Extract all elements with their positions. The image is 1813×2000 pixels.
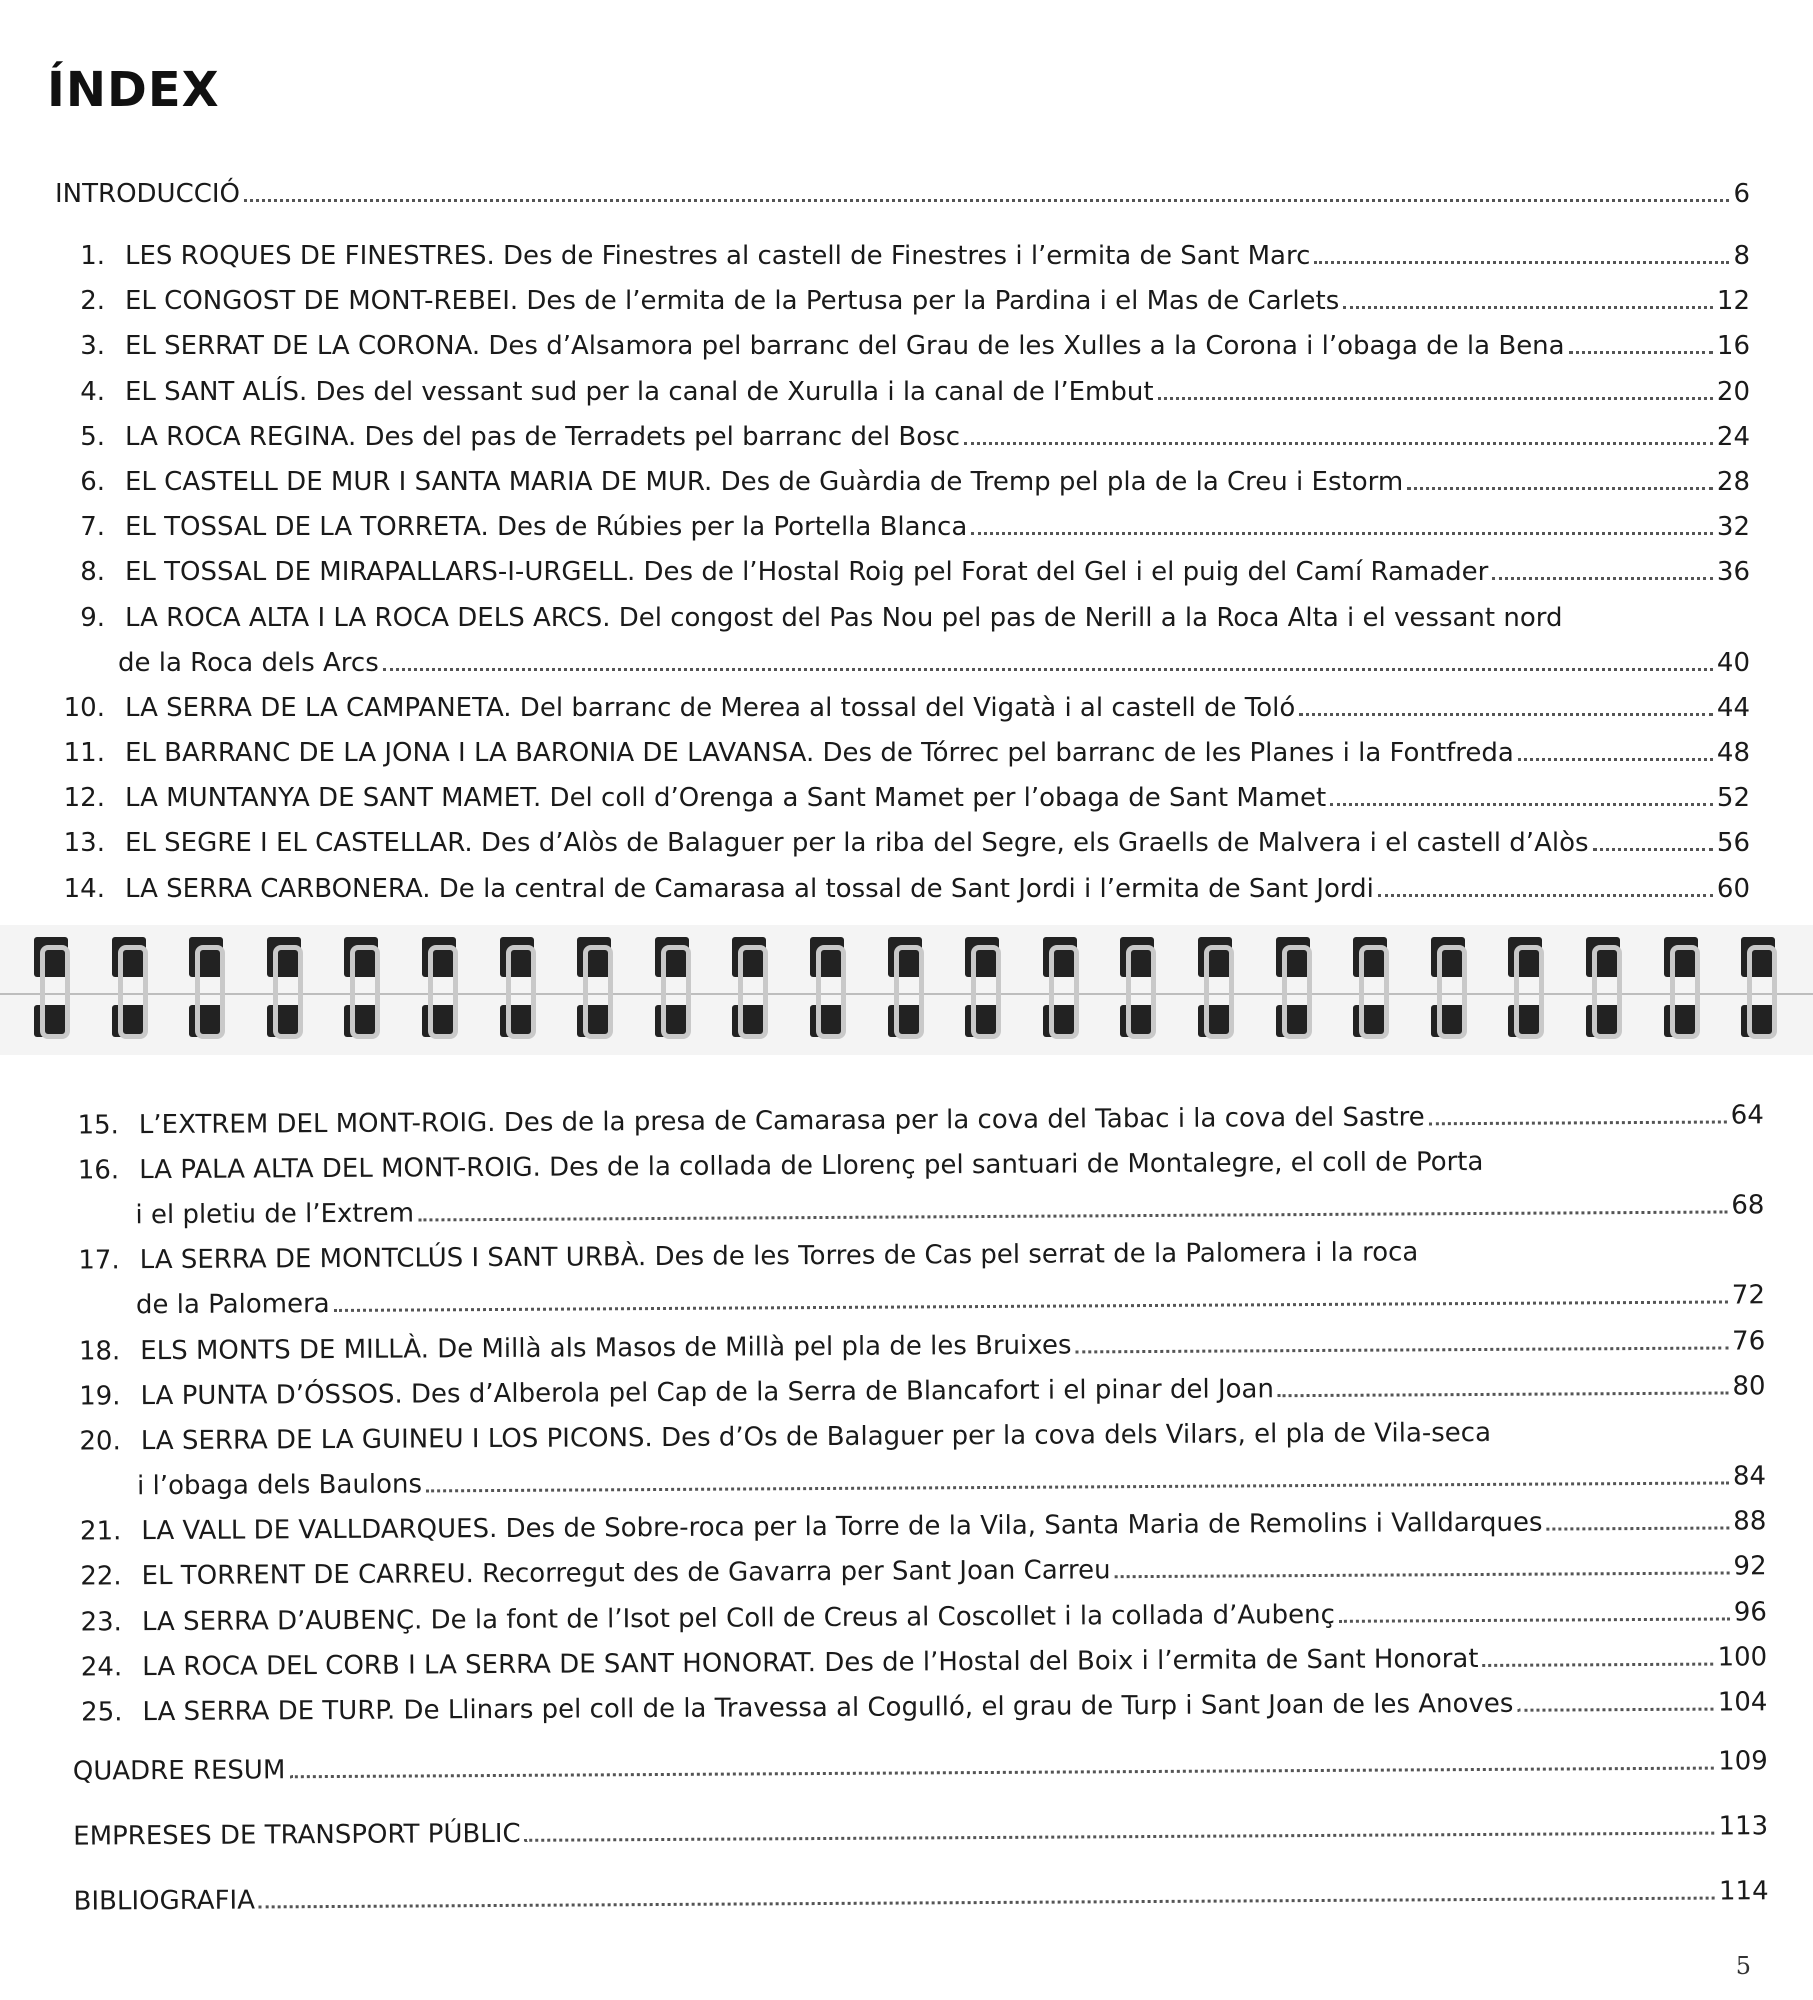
toc-entry-number: 3. — [80, 331, 105, 362]
toc-entry-page: 68 — [1731, 1190, 1765, 1221]
toc-entry-number: 5. — [80, 421, 105, 452]
toc-entry-page: 60 — [1716, 873, 1750, 904]
toc-entry-number: 1. — [80, 241, 105, 271]
toc-entry-text: i l’obaga dels Baulons — [136, 1469, 423, 1502]
dot-leader — [334, 1300, 1728, 1313]
toc-entry-line[interactable] — [73, 1806, 1768, 1856]
toc-entry-page: 84 — [1732, 1461, 1767, 1492]
toc-entry-number: 22. — [80, 1561, 122, 1592]
toc-entry-number: 7. — [80, 512, 105, 543]
toc-entry-number: 17. — [78, 1245, 120, 1276]
toc-entry-page: 114 — [1718, 1876, 1769, 1907]
toc-entry-number: 23. — [80, 1606, 123, 1638]
toc-entry-text: LA ROCA ALTA I LA ROCA DELS ARCS. Del congost del Pas Nou pel pas de Nerill a la Roca Alta i el vessant nord — [125, 602, 1563, 633]
toc-entry-page: 92 — [1733, 1551, 1767, 1582]
toc-entry-number: 16. — [77, 1155, 120, 1186]
toc-entry-text: de la Palomera — [135, 1289, 330, 1321]
toc-entry-line[interactable] — [72, 1682, 1767, 1732]
toc-entry-text: LA SERRA DE LA GUINEU I LOS PICONS. Des d’Os de Balaguer per la cova dels Vilars, el pla de Vila-seca — [140, 1417, 1492, 1457]
toc-entry-number: 10. — [63, 692, 105, 723]
toc-entry-text: LA PALA ALTA DEL MONT-ROIG. Des de la collada de Llorenç pel santuari de Montalegre, el coll de Porta — [139, 1147, 1484, 1186]
toc-entry-page: 72 — [1731, 1280, 1766, 1311]
toc-entry-page: 56 — [1716, 828, 1750, 859]
toc-entry-page: 36 — [1716, 557, 1750, 588]
toc-entry-text: LA SERRA DE TURP. De Llinars pel coll de la Travessa al Cogulló, el grau de Turp i Sant Joan de les Anoves — [142, 1688, 1514, 1728]
toc-entry-text: de la Roca dels Arcs — [118, 647, 379, 678]
dot-leader — [1115, 1571, 1730, 1579]
toc-entry-line[interactable] — [70, 1321, 1765, 1371]
toc-entry-line[interactable] — [135, 1185, 1764, 1235]
toc-entry-page: 40 — [1716, 647, 1750, 678]
toc-entry-number: 15. — [77, 1110, 119, 1141]
toc-entry-line[interactable] — [72, 1592, 1767, 1642]
toc-entry-text: LA ROCA DEL CORB I LA SERRA DE SANT HONORAT. Des de l’Hostal del Boix i l’ermita de Sant Honorat — [142, 1643, 1479, 1682]
toc-entry-number: 21. — [79, 1516, 122, 1547]
toc-entry-line[interactable] — [69, 1140, 1764, 1190]
toc-entry-page: 44 — [1716, 692, 1750, 723]
toc-entry-text: LA PUNTA D’ÓSSOS. Des d’Alberola pel Cap de la Serra de Blancafort i el pinar del Joan — [140, 1374, 1274, 1411]
toc-entry-line[interactable] — [72, 1547, 1767, 1597]
toc-entry-page: 96 — [1733, 1596, 1767, 1628]
dot-leader — [1483, 1661, 1714, 1666]
dot-leader — [418, 1210, 1727, 1222]
toc-entry-page: 88 — [1733, 1506, 1767, 1537]
toc-entry-line[interactable] — [73, 1871, 1768, 1921]
dot-leader — [1278, 1390, 1729, 1397]
toc-entry-page: 64 — [1730, 1100, 1764, 1131]
toc-entry-number: 9. — [80, 602, 105, 633]
toc-entry-page: 16 — [1716, 331, 1750, 362]
toc-entry-page: 100 — [1717, 1642, 1768, 1673]
toc-entry-number: 18. — [78, 1335, 121, 1367]
toc-entry-text: EL TOSSAL DE MIRAPALLARS-I-URGELL. Des de l’Hostal Roig pel Forat del Gel i el puig del Camí Ramader — [125, 557, 1489, 588]
toc-entry-text: LA SERRA DE LA CAMPANETA. Del barranc de Merea al tossal del Vigatà i al castell de Toló — [125, 692, 1296, 723]
dot-leader — [1075, 1345, 1728, 1353]
toc-entry-number: 12. — [63, 783, 105, 814]
toc-entry-line[interactable] — [70, 1366, 1765, 1416]
toc-entry-line[interactable] — [73, 1741, 1768, 1791]
toc-entry-page: 24 — [1716, 421, 1750, 452]
dot-leader — [525, 1831, 1715, 1842]
toc-entry-page: 113 — [1718, 1811, 1769, 1842]
dot-leader — [1517, 1707, 1713, 1712]
toc-entry-text: LA SERRA DE MONTCLÚS I SANT URBÀ. Des de les Torres de Cas pel serrat de la Palomera i la roca — [139, 1237, 1419, 1276]
toc-entry-text: EL SANT ALÍS. Des del vessant sud per la canal de Xurulla i la canal de l’Embut — [125, 376, 1154, 407]
dot-leader — [426, 1480, 1729, 1492]
toc-entry-page: 109 — [1718, 1746, 1768, 1777]
toc-entry-text: LA SERRA CARBONERA. De la central de Camarasa al tossal de Sant Jordi i l’ermita de Sant Jordi — [125, 873, 1374, 904]
toc-entry-text: LA MUNTANYA DE SANT MAMET. Del coll d’Orenga a Sant Mamet per l’obaga de Sant Mamet — [125, 783, 1327, 814]
toc-entry-page: 48 — [1716, 738, 1750, 768]
toc-entry-page: 32 — [1716, 512, 1750, 543]
toc-entry-text: EL SEGRE I EL CASTELLAR. Des d’Alòs de Balaguer per la riba del Segre, els Graells de Malvera i el castell d’Alòs — [125, 828, 1589, 859]
toc-entry-page: 6 — [1733, 179, 1750, 209]
toc-entry-text: ELS MONTS DE MILLÀ. De Millà als Masos de Millà pel pla de les Bruixes — [140, 1330, 1072, 1366]
toc-entry-number: 8. — [80, 557, 105, 588]
toc-entry-text: EL SERRAT DE LA CORONA. Des d’Alsamora pel barranc del Grau de les Xulles a la Corona i l’obaga de la Bena — [125, 331, 1565, 362]
toc-entry-line[interactable] — [70, 1231, 1765, 1281]
toc-entry-text: LES ROQUES DE FINESTRES. Des de Finestres al castell de Finestres i l’ermita de Sant Marc — [125, 241, 1311, 271]
toc-entry-text: i el pletiu de l’Extrem — [135, 1198, 415, 1231]
dot-leader — [289, 1766, 1714, 1779]
toc-entry-number: 25. — [81, 1697, 123, 1728]
toc-entry-number: 14. — [63, 873, 105, 904]
toc-entry-line[interactable] — [136, 1276, 1765, 1326]
dot-leader — [259, 1896, 1715, 1909]
toc-entry-number: 24. — [80, 1652, 123, 1683]
toc-entry-line[interactable] — [137, 1456, 1766, 1506]
toc-entry-text: EL CASTELL DE MUR I SANTA MARIA DE MUR. Des de Guàrdia de Tremp pel pla de la Creu i Estorm — [125, 467, 1404, 497]
toc-entry-text: QUADRE RESUM — [72, 1755, 286, 1787]
toc-entry-text: EL BARRANC DE LA JONA I LA BARONIA DE LAVANSA. Des de Tórrec pel barranc de les Planes i la Fontfreda — [125, 738, 1514, 768]
toc-entry-text: LA SERRA D’AUBENÇ. De la font de l’Isot pel Coll de Creus al Coscollet i la collada d’Aubenç — [141, 1599, 1335, 1637]
toc-entry-page: 28 — [1716, 467, 1750, 497]
dot-leader — [1429, 1119, 1727, 1125]
page-title: ÍNDEX — [47, 62, 220, 118]
toc-entry-page: 20 — [1716, 376, 1750, 407]
dot-leader — [1547, 1526, 1730, 1531]
toc-entry-text: BIBLIOGRAFIA — [73, 1885, 256, 1917]
toc-entry-text: EL TOSSAL DE LA TORRETA. Des de Rúbies per la Portella Blanca — [125, 512, 968, 543]
toc-entry-text: INTRODUCCIÓ — [55, 179, 241, 209]
toc-entry-line[interactable] — [71, 1411, 1766, 1461]
toc-entry-number: 19. — [79, 1381, 121, 1412]
toc-entry-page: 76 — [1732, 1325, 1766, 1357]
toc-entry-page: 104 — [1717, 1687, 1768, 1718]
toc-entry-page: 12 — [1716, 286, 1750, 317]
toc-entry-number: 2. — [80, 286, 105, 317]
toc-entry-line[interactable] — [72, 1637, 1767, 1687]
toc-entry-number: 20. — [79, 1426, 121, 1457]
dot-leader — [1339, 1616, 1730, 1622]
toc-entry-number: 11. — [63, 738, 105, 768]
toc-entry-line[interactable] — [69, 1095, 1764, 1145]
toc-entry-text: EMPRESES DE TRANSPORT PÚBLIC — [73, 1818, 521, 1852]
toc-entry-text: LA VALL DE VALLDARQUES. Des de Sobre-roca per la Torre de la Vila, Santa Maria de Remolins i Valldarques — [141, 1507, 1543, 1547]
toc-entry-text: EL CONGOST DE MONT-REBEI. Des de l’ermita de la Pertusa per la Pardina i el Mas de Carlets — [125, 286, 1340, 317]
toc-entry-number: 6. — [80, 467, 105, 497]
toc-entry-page: 52 — [1716, 783, 1750, 814]
toc-entry-page: 8 — [1733, 241, 1750, 271]
toc-entry-text: L’EXTREM DEL MONT-ROIG. Des de la presa de Camarasa per la cova del Tabac i la cova del Sastre — [138, 1102, 1425, 1141]
toc-entry-text: EL TORRENT DE CARREU. Recorregut des de Gavarra per Sant Joan Carreu — [141, 1555, 1111, 1592]
toc-entry-text: LA ROCA REGINA. Des del pas de Terradets pel barranc del Bosc — [125, 421, 961, 452]
toc-entry-number: 13. — [63, 828, 105, 859]
toc-entry-number: 4. — [80, 376, 105, 407]
page-number: 5 — [1735, 1952, 1751, 1980]
toc-entry-page: 80 — [1732, 1371, 1766, 1402]
toc-entry-line[interactable] — [71, 1501, 1766, 1551]
